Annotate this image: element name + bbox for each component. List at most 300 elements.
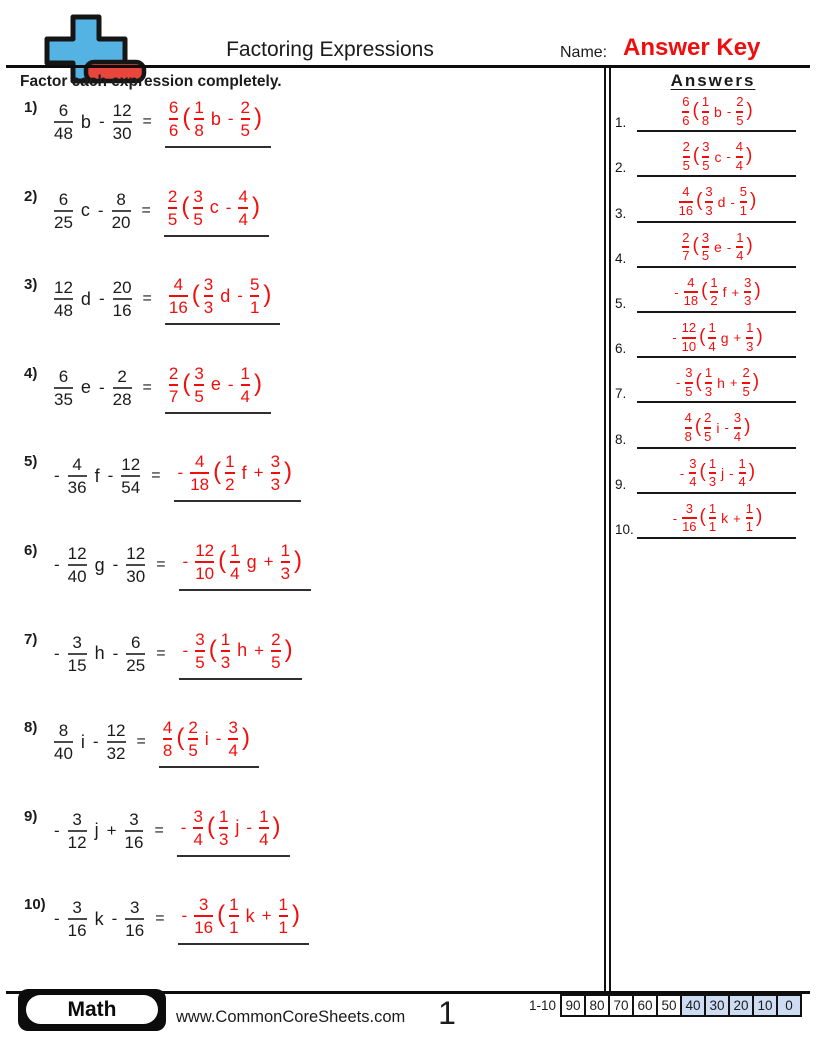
instruction-text: Factor each expression completely. <box>20 73 282 90</box>
fraction-bar <box>68 564 87 566</box>
score-cell: 70 <box>608 994 634 1017</box>
answer-row <box>612 182 812 227</box>
answer-coefficient-fraction <box>683 140 690 173</box>
answer-inner-fraction <box>188 718 197 760</box>
answer-number: 6. <box>615 341 627 357</box>
answer-coefficient-fraction <box>682 321 696 354</box>
answer-variable-letter: h <box>237 640 248 661</box>
open-paren: ( <box>213 458 222 486</box>
answer-number: 9. <box>615 476 627 492</box>
operator-sign: - <box>112 643 119 663</box>
fraction-bar <box>194 118 203 120</box>
problem-row <box>24 96 599 185</box>
open-paren: ( <box>694 415 702 437</box>
answer-coefficient-fraction <box>195 630 204 672</box>
problem-row <box>24 805 599 894</box>
answer-operator-sign: - <box>227 109 234 129</box>
equals-sign: = <box>136 733 146 751</box>
fraction-bar <box>195 650 204 652</box>
denominator: 2 <box>225 475 235 495</box>
denominator: 8 <box>162 741 173 761</box>
answer-coefficient-fraction <box>685 366 692 399</box>
answer-expression <box>637 185 796 218</box>
leading-minus-sign: - <box>54 909 60 929</box>
answer-minus-sign: - <box>675 375 681 391</box>
answer-operator-sign: - <box>730 194 735 210</box>
answer-row <box>612 228 812 273</box>
numerator: 12 <box>121 455 141 475</box>
answer-number: 7. <box>615 386 627 402</box>
column-divider-line <box>609 67 611 991</box>
answer-expression <box>637 457 796 490</box>
close-paren: ) <box>746 144 753 166</box>
fraction-bar <box>194 915 213 917</box>
numerator: 3 <box>72 898 82 918</box>
denominator: 48 <box>54 301 73 321</box>
operator-sign: - <box>111 909 118 929</box>
fraction-bar <box>279 915 288 917</box>
answer-expression <box>637 321 796 354</box>
close-paren: ) <box>241 724 250 752</box>
expression <box>54 716 259 768</box>
denominator: 4 <box>228 741 238 761</box>
close-paren: ) <box>755 506 763 528</box>
close-paren: ) <box>253 104 262 132</box>
answer-number: 5. <box>615 295 627 311</box>
fraction-bar <box>225 472 234 474</box>
denominator: 16 <box>678 203 694 219</box>
fraction-bar <box>219 827 228 829</box>
answer-operator-sign: - <box>225 197 232 217</box>
answer-blank <box>165 362 271 414</box>
fraction-term-1 <box>68 633 87 675</box>
denominator: 16 <box>194 918 214 938</box>
problem-row <box>24 716 599 805</box>
answer-inner-fraction <box>702 231 709 264</box>
denominator: 4 <box>238 209 248 229</box>
fraction-bar <box>250 295 259 297</box>
denominator: 5 <box>195 652 205 672</box>
numerator: 1 <box>225 452 235 472</box>
problem-number: 7) <box>24 630 38 648</box>
open-paren: ( <box>699 506 706 528</box>
numerator: 3 <box>733 410 742 426</box>
answer-blank <box>179 628 302 680</box>
problem-number: 2) <box>24 187 38 205</box>
answer-inner-fraction <box>705 366 712 399</box>
numerator: 3 <box>198 895 209 915</box>
operator-sign: - <box>112 555 119 574</box>
fraction-term-1 <box>54 101 73 143</box>
numerator: 2 <box>188 718 198 738</box>
denominator: 3 <box>280 564 291 583</box>
answer-operator-sign: + <box>733 510 741 526</box>
score-cell: 10 <box>752 994 778 1017</box>
leading-minus-sign: - <box>54 643 60 663</box>
numerator: 4 <box>682 184 690 200</box>
problem-number: 9) <box>24 807 38 825</box>
numerator: 3 <box>685 365 693 381</box>
answer-coefficient-fraction <box>193 807 202 849</box>
answer-inner-fraction <box>219 807 228 849</box>
expression <box>54 185 269 237</box>
denominator: 3 <box>704 383 713 399</box>
answer-variable-letter: d <box>717 194 726 211</box>
open-paren: ( <box>182 369 191 397</box>
answer-operator-sign: + <box>731 284 740 300</box>
operator-sign: - <box>92 732 99 752</box>
numerator: 3 <box>705 184 713 200</box>
answer-number: 4. <box>615 250 627 266</box>
answer-row <box>612 408 812 453</box>
denominator: 5 <box>704 428 712 444</box>
answer-variable-letter: f <box>722 284 727 301</box>
close-paren: ) <box>253 369 262 397</box>
open-paren: ( <box>181 192 190 220</box>
answer-inner-fraction <box>702 95 709 128</box>
answer-inner-fraction <box>702 140 709 173</box>
numerator: 1 <box>194 98 204 117</box>
answer-inner-fraction <box>229 895 238 937</box>
answer-second-fraction <box>250 275 259 317</box>
answer-second-fraction <box>241 98 250 140</box>
answer-operator-sign: - <box>246 817 253 837</box>
denominator: 5 <box>742 383 750 399</box>
subject-badge <box>18 989 166 1031</box>
answer-underline <box>637 130 796 132</box>
answer-inner-fraction <box>704 411 711 444</box>
page-number: 1 <box>438 995 456 1031</box>
numerator: 1 <box>218 806 229 826</box>
answer-inner-fraction <box>710 276 717 309</box>
numerator: 1 <box>708 500 717 516</box>
numerator: 2 <box>168 363 179 383</box>
answer-underline <box>637 537 796 539</box>
problem-number: 4) <box>24 364 38 382</box>
answer-second-fraction <box>746 502 753 535</box>
open-paren: ( <box>695 370 702 392</box>
answer-operator-sign: - <box>729 465 734 481</box>
answer-operator-sign: - <box>215 729 222 749</box>
answer-underline <box>637 401 796 403</box>
answer-expression <box>637 140 796 173</box>
answer-coefficient-fraction <box>169 275 188 317</box>
fraction-bar <box>190 472 209 474</box>
answer-second-fraction <box>736 231 743 264</box>
expression <box>54 805 290 857</box>
numerator: 5 <box>739 184 748 200</box>
variable-letter: b <box>80 111 91 132</box>
close-paren: ) <box>750 190 757 212</box>
denominator: 3 <box>218 829 229 849</box>
equals-sign: = <box>156 644 166 662</box>
answer-second-fraction <box>740 185 747 218</box>
answer-number: 10. <box>615 521 634 537</box>
close-paren: ) <box>284 458 293 486</box>
fraction-bar <box>107 741 126 743</box>
problem-row <box>24 450 599 539</box>
answer-inner-fraction <box>230 541 239 583</box>
close-paren: ) <box>756 325 763 347</box>
equals-sign: = <box>154 821 164 839</box>
open-paren: ( <box>701 280 708 302</box>
answer-variable-letter: j <box>721 465 725 482</box>
problems-list <box>24 96 599 982</box>
answer-variable-letter: g <box>720 329 729 346</box>
denominator: 48 <box>54 124 73 144</box>
answer-key-text: Answer Key <box>623 34 761 61</box>
score-cell: 40 <box>680 994 706 1017</box>
numerator: 1 <box>229 895 239 915</box>
numerator: 4 <box>684 410 692 426</box>
numerator: 12 <box>112 101 132 120</box>
problem-row <box>24 185 599 274</box>
variable-letter: c <box>80 200 90 221</box>
denominator: 5 <box>193 209 203 229</box>
answer-operator-sign: + <box>261 906 272 926</box>
close-paren: ) <box>752 370 760 392</box>
answer-second-fraction <box>241 364 250 406</box>
denominator: 3 <box>708 474 717 490</box>
fraction-term-1 <box>54 367 73 409</box>
numerator: 3 <box>195 629 205 649</box>
answer-blank <box>177 805 290 857</box>
close-paren: ) <box>251 192 260 220</box>
equals-sign: = <box>142 290 152 308</box>
answer-variable-letter: c <box>714 148 722 165</box>
answer-inner-fraction <box>705 185 712 218</box>
expression <box>54 539 311 591</box>
numerator: 8 <box>58 721 69 741</box>
website-url: www.CommonCoreSheets.com <box>176 1008 406 1026</box>
answer-operator-sign: - <box>726 104 732 120</box>
denominator: 16 <box>124 832 144 852</box>
numerator: 3 <box>744 274 752 290</box>
answer-coefficient-fraction <box>190 452 209 494</box>
answer-minus-sign: - <box>182 552 189 571</box>
fraction-bar <box>241 118 250 120</box>
numerator: 3 <box>72 809 82 829</box>
answer-coefficient-fraction <box>195 541 214 583</box>
answer-operator-sign: + <box>253 463 264 483</box>
fraction-bar <box>169 118 178 120</box>
answer-variable-letter: j <box>235 817 240 838</box>
answer-variable-letter: i <box>716 419 720 436</box>
fraction-bar <box>271 472 280 474</box>
denominator: 1 <box>739 203 748 219</box>
denominator: 25 <box>126 655 146 675</box>
numerator: 1 <box>704 365 713 381</box>
numerator: 2 <box>240 98 250 117</box>
answer-inner-fraction <box>194 98 203 140</box>
denominator: 16 <box>682 519 697 535</box>
denominator: 1 <box>229 918 239 938</box>
numerator: 8 <box>116 189 126 209</box>
denominator: 5 <box>702 157 710 173</box>
equals-sign: = <box>151 467 161 485</box>
fraction-term-2 <box>126 633 145 675</box>
fraction-bar <box>230 561 239 563</box>
denominator: 4 <box>736 248 744 264</box>
answer-second-fraction <box>228 718 237 760</box>
subject-badge-label: Math <box>26 995 158 1024</box>
open-paren: ( <box>696 190 703 212</box>
answer-variable-letter: d <box>220 285 231 306</box>
close-paren: ) <box>744 415 751 437</box>
fraction-bar <box>126 564 145 566</box>
open-paren: ( <box>699 461 706 483</box>
fraction-bar <box>163 738 172 740</box>
answer-minus-sign: - <box>180 817 187 837</box>
answer-inner-fraction <box>708 321 715 354</box>
numerator: 2 <box>704 410 712 426</box>
answer-minus-sign: - <box>679 465 685 481</box>
fraction-term-1 <box>68 810 87 852</box>
answer-blank <box>165 273 281 325</box>
answer-number: 1. <box>615 115 627 131</box>
numerator: 12 <box>67 543 87 563</box>
close-paren: ) <box>754 280 761 302</box>
fraction-term-2 <box>112 190 131 232</box>
answer-coefficient-fraction <box>163 718 172 760</box>
answer-minus-sign: - <box>182 640 189 660</box>
denominator: 3 <box>270 475 281 495</box>
operator-sign: - <box>97 200 104 220</box>
answers-column <box>612 92 812 544</box>
open-paren: ( <box>692 144 700 166</box>
answer-variable-letter: g <box>246 551 257 572</box>
numerator: 1 <box>259 806 269 826</box>
name-label: Name: <box>560 44 608 61</box>
denominator: 8 <box>701 112 710 128</box>
variable-letter: d <box>80 288 91 309</box>
fraction-bar <box>204 295 213 297</box>
fraction-bar <box>54 298 73 300</box>
fraction-bar <box>54 741 73 743</box>
numerator: 6 <box>58 366 69 386</box>
numerator: 12 <box>126 543 146 563</box>
answer-row <box>612 92 812 137</box>
fraction-bar <box>193 827 202 829</box>
answer-underline <box>637 175 796 177</box>
numerator: 12 <box>54 278 73 298</box>
numerator: 3 <box>129 898 140 918</box>
numerator: 1 <box>230 540 240 560</box>
denominator: 10 <box>681 338 697 354</box>
denominator: 16 <box>112 301 132 321</box>
problem-number: 6) <box>24 541 38 559</box>
denominator: 4 <box>230 564 240 583</box>
denominator: 3 <box>203 298 214 318</box>
close-paren: ) <box>292 901 300 929</box>
denominator: 18 <box>683 293 699 309</box>
numerator: 6 <box>682 94 690 110</box>
answer-number: 3. <box>615 205 627 221</box>
numerator: 3 <box>702 139 710 155</box>
denominator: 32 <box>106 744 126 764</box>
problem-number: 5) <box>24 453 38 471</box>
variable-letter: f <box>94 465 100 486</box>
answer-second-fraction <box>734 411 741 444</box>
score-cell: 0 <box>776 994 802 1017</box>
numerator: 3 <box>72 632 82 652</box>
answer-minus-sign: - <box>181 906 188 926</box>
fraction-bar <box>259 827 268 829</box>
denominator: 16 <box>67 921 87 941</box>
answer-second-fraction <box>739 457 746 490</box>
answer-variable-letter: b <box>714 103 722 120</box>
numerator: 1 <box>710 274 718 290</box>
close-paren: ) <box>294 547 303 574</box>
fraction-bar <box>113 387 132 389</box>
denominator: 1 <box>745 519 753 535</box>
problem-number: 10) <box>24 896 46 914</box>
score-cell: 50 <box>656 994 682 1017</box>
answer-underline <box>637 492 796 494</box>
expression <box>54 273 280 325</box>
answer-blank <box>178 893 309 945</box>
fraction-bar <box>68 653 87 655</box>
variable-letter: j <box>94 820 99 841</box>
numerator: 4 <box>238 186 248 206</box>
expression <box>54 96 271 148</box>
numerator: 4 <box>162 718 173 738</box>
answer-operator-sign: + <box>733 330 742 346</box>
denominator: 36 <box>67 478 87 498</box>
answer-second-fraction <box>238 187 247 229</box>
answer-coefficient-fraction <box>168 187 177 229</box>
answer-blank <box>164 185 269 237</box>
denominator: 5 <box>188 741 198 761</box>
denominator: 5 <box>194 386 204 406</box>
open-paren: ( <box>217 901 226 929</box>
fraction-bar <box>54 387 73 389</box>
denominator: 5 <box>167 209 178 229</box>
expression <box>54 893 309 945</box>
answer-expression <box>637 411 796 444</box>
equals-sign: = <box>156 556 166 573</box>
answer-expression <box>637 231 796 264</box>
operator-sign: - <box>98 377 105 397</box>
fraction-term-2 <box>125 810 144 852</box>
fraction-term-2 <box>107 721 126 763</box>
score-table <box>560 994 802 1017</box>
problem-row <box>24 539 599 628</box>
answer-variable-letter: b <box>210 108 221 129</box>
numerator: 6 <box>58 189 69 209</box>
answer-second-fraction <box>742 366 749 399</box>
denominator: 40 <box>54 744 73 764</box>
numerator: 1 <box>701 94 710 110</box>
variable-letter: i <box>80 731 85 752</box>
answer-coefficient-fraction <box>194 895 213 937</box>
denominator: 8 <box>684 428 692 444</box>
answer-inner-fraction <box>709 457 716 490</box>
numerator: 4 <box>72 455 82 475</box>
fraction-bar <box>194 384 203 386</box>
denominator: 5 <box>240 121 250 141</box>
answer-number: 2. <box>615 160 627 176</box>
fraction-term-2 <box>126 544 145 586</box>
problem-row <box>24 628 599 717</box>
numerator: 3 <box>270 452 281 472</box>
open-paren: ( <box>208 635 217 663</box>
open-paren: ( <box>182 104 191 132</box>
answer-second-fraction <box>281 541 290 583</box>
denominator: 5 <box>736 112 744 128</box>
open-paren: ( <box>218 547 227 574</box>
numerator: 2 <box>117 366 127 386</box>
